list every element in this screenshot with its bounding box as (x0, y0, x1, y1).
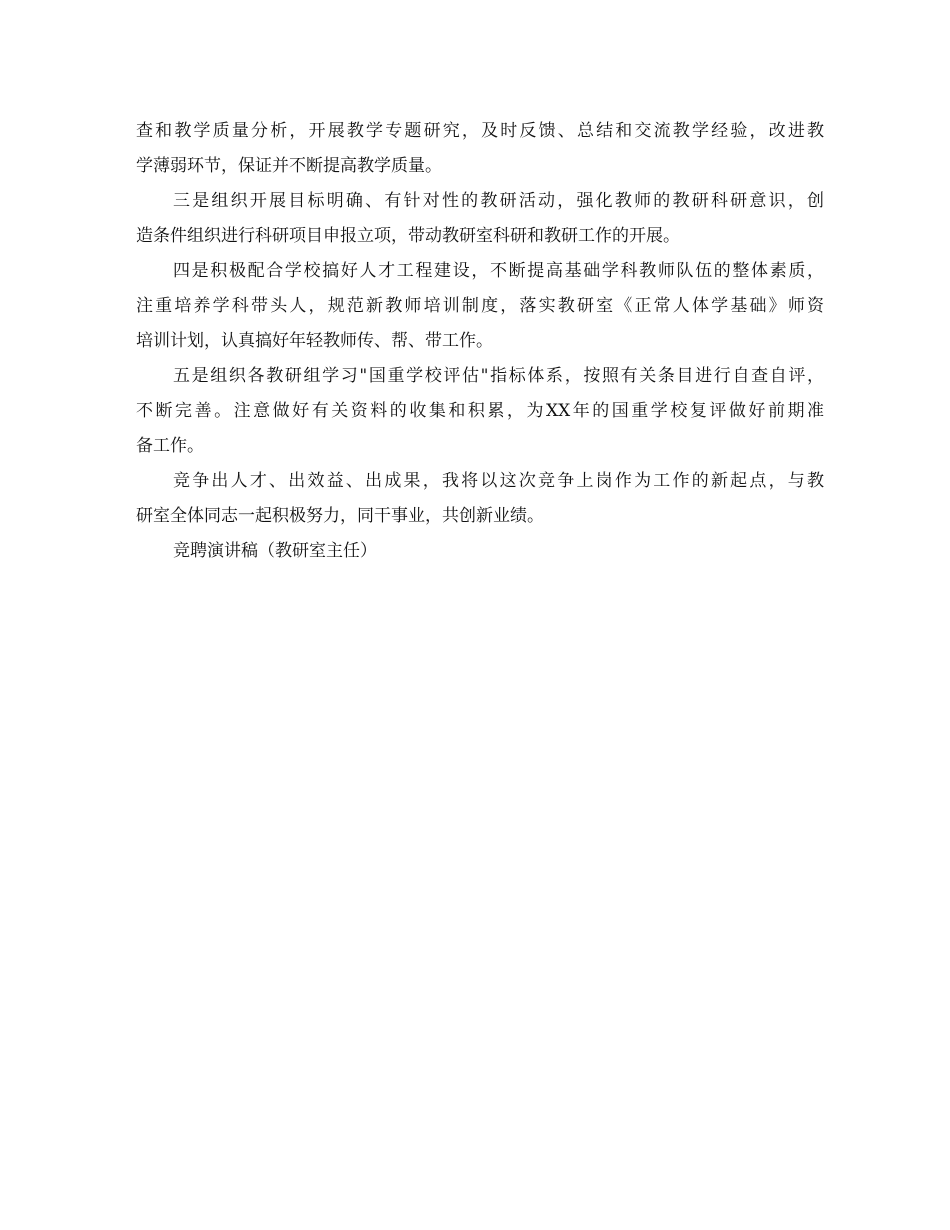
text-line: 不断完善。注意做好有关资料的收集和积累，为XX年的国重学校复评做好前期准 (136, 401, 824, 421)
paragraph-item-three (136, 184, 824, 254)
text-line: 注重培养学科带头人，规范新教师培训制度，落实教研室《正常人体学基础》师资 (136, 296, 824, 316)
text-line: 研室全体同志一起积极努力，同干事业，共创新业绩。 (136, 506, 544, 526)
paragraph-item-five (136, 359, 824, 464)
text-line: 造条件组织进行科研项目申报立项，带动教研室科研和教研工作的开展。 (136, 226, 680, 246)
text-line: 三是组织开展目标明确、有针对性的教研活动，强化教师的教研科研意识，创 (173, 191, 824, 211)
text-line: 竞聘演讲稿（教研室主任） (173, 541, 377, 561)
document-body (136, 114, 824, 569)
text-line: 备工作。 (136, 436, 204, 456)
text-line: 学薄弱环节，保证并不断提高教学质量。 (136, 156, 442, 176)
paragraph-title-note (136, 534, 824, 569)
paragraph-closing (136, 464, 824, 534)
text-line: 培训计划，认真搞好年轻教师传、帮、带工作。 (136, 331, 493, 351)
text-line: 五是组织各教研组学习"国重学校评估"指标体系，按照有关条目进行自查自评， (173, 366, 824, 386)
text-line: 查和教学质量分析，开展教学专题研究，及时反馈、总结和交流教学经验，改进教 (136, 121, 824, 141)
text-line: 四是积极配合学校搞好人才工程建设，不断提高基础学科教师队伍的整体素质， (173, 261, 824, 281)
text-line: 竞争出人才、出效益、出成果，我将以这次竞争上岗作为工作的新起点，与教 (173, 471, 824, 491)
paragraph-continuation (136, 114, 824, 184)
paragraph-item-four (136, 254, 824, 359)
